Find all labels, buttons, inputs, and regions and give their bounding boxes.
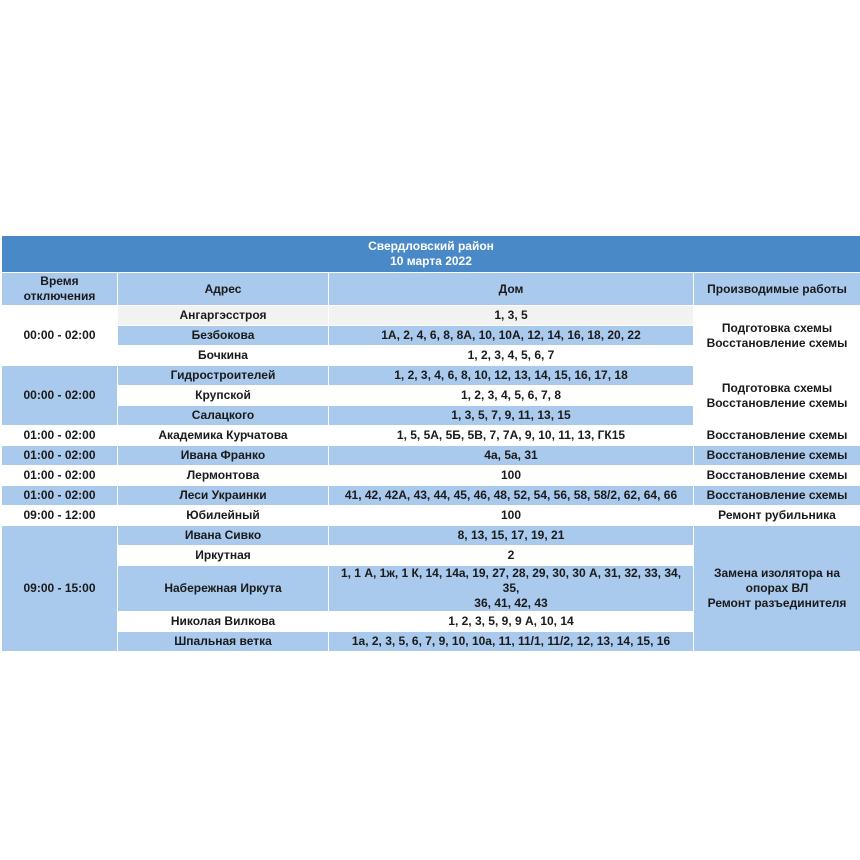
address-cell: Шпальная ветка	[118, 632, 329, 652]
header-works: Производимые работы	[694, 273, 860, 306]
houses-line: 1, 1 А, 1ж, 1 К, 14, 14а, 19, 27, 28, 29, 30, 30 А, 31, 32, 33, 34, 35,	[340, 566, 682, 595]
houses-line: 36, 41, 42, 43	[474, 596, 548, 610]
header-house: Дом	[329, 273, 694, 306]
address-cell: Салацкого	[118, 406, 329, 426]
table-row	[2, 506, 860, 526]
work-line: опорах ВЛ	[745, 581, 809, 595]
time-cell: 00:00 - 02:00	[2, 306, 118, 366]
houses-cell: 100	[329, 466, 694, 486]
table-title-row	[2, 236, 860, 273]
time-cell: 01:00 - 02:00	[2, 486, 118, 506]
houses-cell: 4а, 5а, 31	[329, 446, 694, 466]
time-cell: 09:00 - 15:00	[2, 526, 118, 652]
header-time: Время отключения	[2, 273, 118, 306]
date: 10 марта 2022	[390, 254, 472, 268]
district-name: Свердловский район	[368, 239, 494, 253]
address-cell: Бочкина	[118, 346, 329, 366]
time-cell: 01:00 - 02:00	[2, 466, 118, 486]
table-row	[2, 486, 860, 506]
work-line: Подготовка схемы	[721, 380, 833, 395]
work-line: Восстановление схемы	[706, 335, 848, 350]
table-title	[2, 236, 860, 273]
houses-cell: 1, 2, 3, 4, 5, 6, 7	[329, 346, 694, 366]
houses-cell: 1А, 2, 4, 6, 8, 8А, 10, 10А, 12, 14, 16, 18, 20, 22	[329, 326, 694, 346]
houses-cell: 41, 42, 42А, 43, 44, 45, 46, 48, 52, 54, 56, 58, 58/2, 62, 64, 66	[329, 486, 694, 506]
address-cell: Ивана Франко	[118, 446, 329, 466]
houses-cell: 1, 3, 5	[329, 306, 694, 326]
address-cell: Ангаргэсстроя	[118, 306, 329, 326]
address-cell: Академика Курчатова	[118, 426, 329, 446]
table-row	[2, 366, 860, 386]
time-cell: 00:00 - 02:00	[2, 366, 118, 426]
time-cell: 01:00 - 02:00	[2, 446, 118, 466]
address-cell: Гидростроителей	[118, 366, 329, 386]
work-line: Замена изолятора на	[713, 566, 840, 580]
address-cell: Николая Вилкова	[118, 612, 329, 632]
address-cell: Ивана Сивко	[118, 526, 329, 546]
houses-cell: 1, 5, 5А, 5Б, 5В, 7, 7А, 9, 10, 11, 13, ГК15	[329, 426, 694, 446]
table-row	[2, 526, 860, 546]
works-cell	[694, 526, 860, 652]
table-row	[2, 306, 860, 326]
address-cell: Безбокова	[118, 326, 329, 346]
houses-cell	[329, 566, 694, 612]
houses-cell: 2	[329, 546, 694, 566]
table-row	[2, 426, 860, 446]
address-cell: Леси Украинки	[118, 486, 329, 506]
works-cell	[694, 306, 860, 366]
header-row	[2, 273, 860, 306]
works-cell: Восстановление схемы	[694, 446, 860, 466]
houses-cell: 1, 2, 3, 4, 6, 8, 10, 12, 13, 14, 15, 16, 17, 18	[329, 366, 694, 386]
time-cell: 09:00 - 12:00	[2, 506, 118, 526]
work-line: Ремонт разъединителя	[707, 596, 847, 610]
houses-cell: 1, 2, 3, 4, 5, 6, 7, 8	[329, 386, 694, 406]
time-cell: 01:00 - 02:00	[2, 426, 118, 446]
outage-schedule-table	[1, 235, 860, 652]
works-cell: Восстановление схемы	[694, 486, 860, 506]
address-cell: Набережная Иркута	[118, 566, 329, 612]
houses-cell: 1, 3, 5, 7, 9, 11, 13, 15	[329, 406, 694, 426]
work-line: Восстановление схемы	[706, 395, 848, 410]
houses-cell: 1а, 2, 3, 5, 6, 7, 9, 10, 10а, 11, 11/1, 11/2, 12, 13, 14, 15, 16	[329, 632, 694, 652]
table-row	[2, 466, 860, 486]
address-cell: Юбилейный	[118, 506, 329, 526]
header-address: Адрес	[118, 273, 329, 306]
works-cell: Ремонт рубильника	[694, 506, 860, 526]
houses-cell: 8, 13, 15, 17, 19, 21	[329, 526, 694, 546]
work-line: Подготовка схемы	[721, 320, 833, 335]
works-cell: Восстановление схемы	[694, 466, 860, 486]
table-row	[2, 446, 860, 466]
works-cell	[694, 366, 860, 426]
works-cell: Восстановление схемы	[694, 426, 860, 446]
address-cell: Лермонтова	[118, 466, 329, 486]
houses-cell: 100	[329, 506, 694, 526]
address-cell: Иркутная	[118, 546, 329, 566]
houses-cell: 1, 2, 3, 5, 9, 9 А, 10, 14	[329, 612, 694, 632]
address-cell: Крупской	[118, 386, 329, 406]
